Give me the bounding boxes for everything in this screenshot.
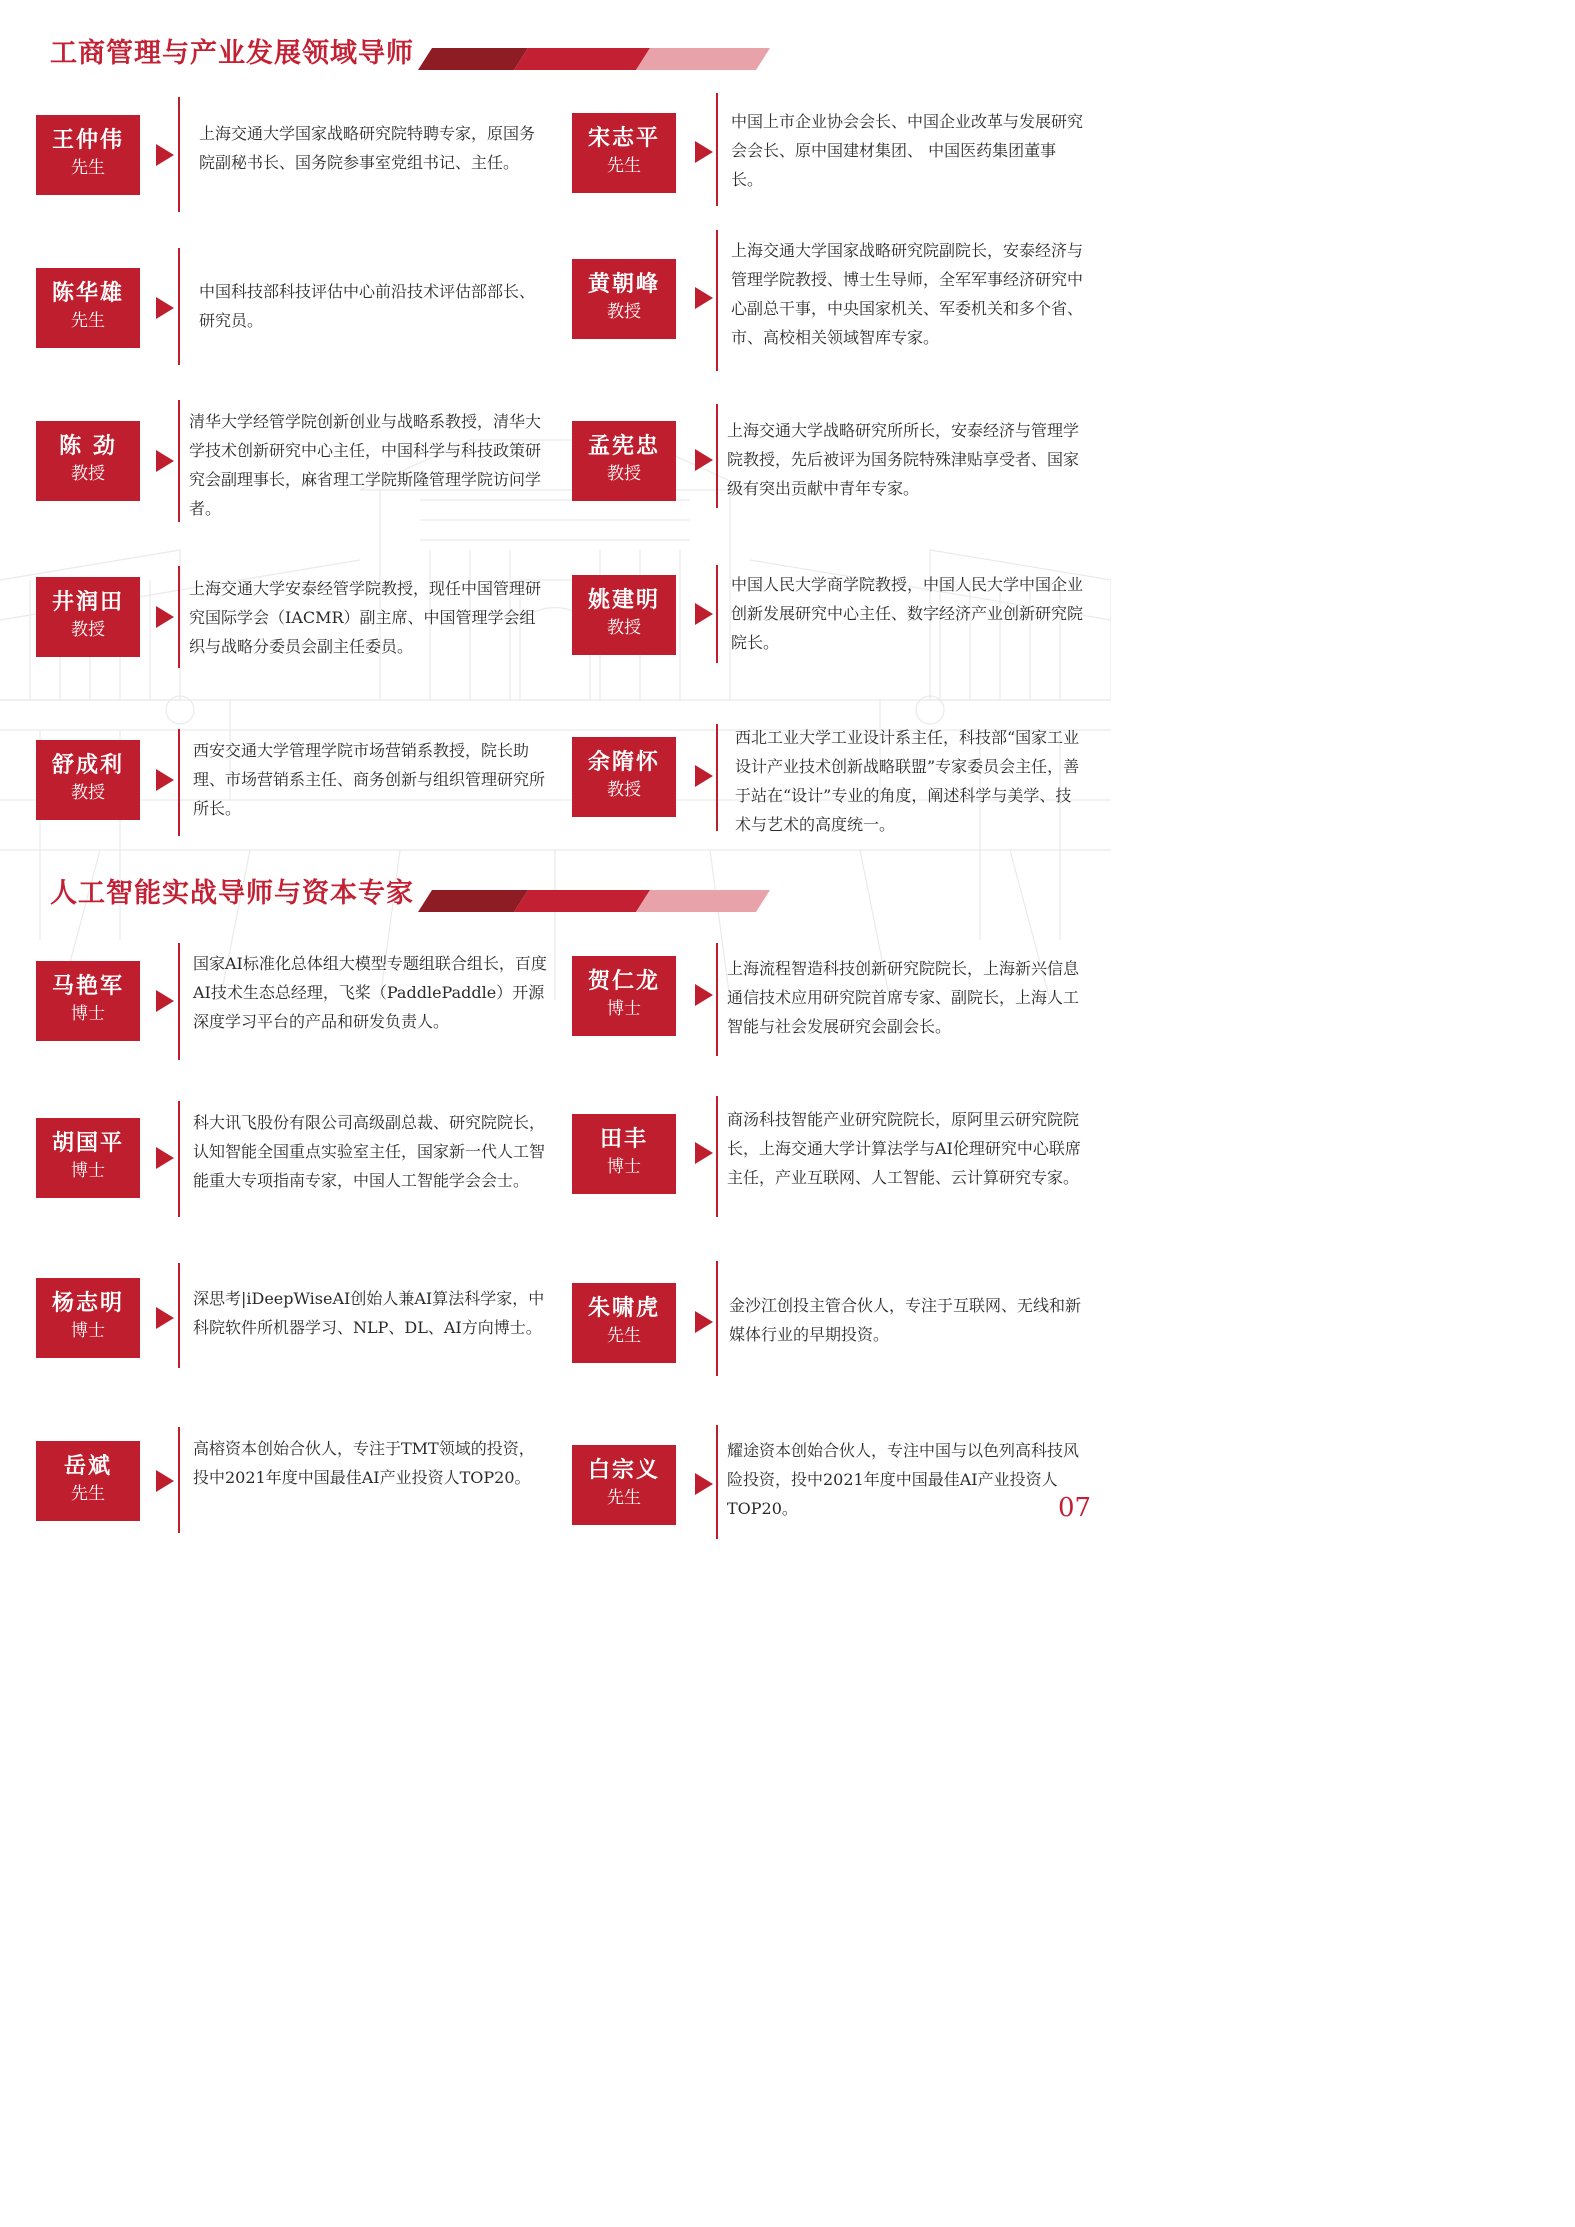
mentor-title: 教授 [71,464,105,484]
mentor-name: 马艳军 [51,973,124,999]
divider-line [178,566,180,668]
mentor-description: 中国上市企业协会会长、中国企业改革与发展研究会会长、原中国建材集团、 中国医药集团董事长。 [731,112,1084,189]
page-number: 07 [1058,1493,1092,1523]
pointer-arrow-icon [156,1470,174,1492]
name-badge [572,956,676,1036]
mentor-name: 宋志平 [587,125,660,151]
mentor-title: 博士 [71,1004,105,1024]
mentor-title: 教授 [607,618,641,638]
mentor-title: 博士 [71,1161,105,1181]
mentor-description: 上海交通大学国家战略研究院特聘专家，原国务院副秘书长、国务院参事室党组书记、主任。 [199,124,536,172]
mentor-description: 深思考|iDeepWiseAI创始人兼AI算法科学家，中科院软件所机器学习、NLP、DL、AI方向博士。 [193,1289,545,1337]
mentor-name: 余隋怀 [587,749,660,775]
mentor-description: 上海流程智造科技创新研究院院长，上海新兴信息通信技术应用研究院首席专家、副院长，上海人工智能与社会发展研究会副会长。 [727,959,1080,1036]
mentor-title: 教授 [607,302,641,322]
mentor-title: 博士 [71,1321,105,1341]
mentor-title: 教授 [607,780,641,800]
pointer-arrow-icon [156,606,174,628]
divider-line [716,724,718,831]
name-badge [36,577,140,657]
mentor-name: 黄朝峰 [587,271,660,297]
name-badge [36,115,140,195]
mentor-title: 先生 [71,311,105,331]
mentor-name: 姚建明 [587,587,660,613]
name-badge [572,575,676,655]
divider-line [178,97,180,212]
mentor-description: 上海交通大学国家战略研究院副院长，安泰经济与管理学院教授、博士生导师，全军军事经济研究中心副总干事，中央国家机关、军委机关和多个省、市、高校相关领域智库专家。 [731,241,1084,347]
mentor-title: 先生 [71,158,105,178]
divider-line [716,1096,718,1217]
mentor-description: 中国人民大学商学院教授，中国人民大学中国企业创新发展研究中心主任、数字经济产业创新研究院院长。 [731,575,1084,652]
mentor-name: 岳斌 [63,1453,112,1479]
name-badge [36,1118,140,1198]
mentor-title: 教授 [607,464,641,484]
name-badge [572,737,676,817]
pointer-arrow-icon [695,1473,713,1495]
divider-line [178,400,180,522]
mentor-title: 先生 [607,1326,641,1346]
mentor-name: 田丰 [599,1126,648,1152]
mentor-title: 先生 [607,1488,641,1508]
mentor-description: 商汤科技智能产业研究院院长，原阿里云研究院院长，上海交通大学计算法学与AI伦理研究中心联席主任，产业互联网、人工智能、云计算研究专家。 [727,1110,1081,1187]
divider-line [716,404,718,508]
name-badge [36,1441,140,1521]
divider-line [178,729,180,836]
name-badge [572,1114,676,1194]
divider-line [716,565,718,663]
section-title: 人工智能实战导师与资本专家 [50,878,414,909]
page [0,0,1111,1571]
divider-line [716,1425,718,1539]
pointer-arrow-icon [695,1311,713,1333]
pointer-arrow-icon [695,984,713,1006]
mentor-title: 先生 [71,1484,105,1504]
section-title: 工商管理与产业发展领域导师 [50,38,414,69]
mentor-description: 西北工业大学工业设计系主任，科技部“国家工业设计产业技术创新战略联盟”专家委员会主任，善于站在“设计”专业的角度，阐述科学与美学、技术与艺术的高度统一。 [735,728,1080,834]
divider-line [716,93,718,206]
pointer-arrow-icon [695,141,713,163]
pointer-arrow-icon [156,1147,174,1169]
pointer-arrow-icon [156,769,174,791]
divider-line [716,230,718,371]
divider-line [178,248,180,365]
pointer-arrow-icon [156,990,174,1012]
mentor-description: 中国科技部科技评估中心前沿技术评估部部长、研究员。 [199,282,536,330]
divider-line [178,943,180,1060]
mentor-title: 先生 [607,156,641,176]
mentor-description: 国家AI标准化总体组大模型专题组联合组长，百度AI技术生态总经理，飞桨（PaddlePaddle）开源深度学习平台的产品和研发负责人。 [193,954,547,1031]
mentor-description: 上海交通大学安泰经管学院教授，现任中国管理研究国际学会（IACMR）副主席、中国管理学会组织与战略分委员会副主任委员。 [189,579,542,656]
mentor-name: 井润田 [51,589,124,615]
name-badge [572,1283,676,1363]
divider-line [178,1101,180,1217]
mentor-title: 博士 [607,1157,641,1177]
pointer-arrow-icon [695,1142,713,1164]
name-badge [36,961,140,1041]
mentor-description: 科大讯飞股份有限公司高级副总裁、研究院院长，认知智能全国重点实验室主任，国家新一代人工智能重大专项指南专家，中国人工智能学会会士。 [193,1113,546,1190]
divider-line [716,1261,718,1376]
mentor-name: 王仲伟 [51,127,124,153]
name-badge [572,421,676,501]
title-decorative-bar [418,890,770,912]
mentor-description: 上海交通大学战略研究所所长，安泰经济与管理学院教授，先后被评为国务院特殊津贴享受者、国家级有突出贡献中青年专家。 [727,421,1080,498]
mentor-description: 金沙江创投主管合伙人，专注于互联网、无线和新媒体行业的早期投资。 [729,1296,1082,1344]
pointer-arrow-icon [695,287,713,309]
mentor-name: 舒成利 [51,752,124,778]
mentor-description: 高榕资本创始合伙人，专注于TMT领域的投资， 投中2021年度中国最佳AI产业投资人TOP20。 [193,1439,535,1487]
divider-line [716,943,718,1056]
mentor-name: 白宗义 [587,1457,660,1483]
pointer-arrow-icon [695,603,713,625]
divider-line [178,1263,180,1368]
mentor-description: 西安交通大学管理学院市场营销系教授，院长助理、市场营销系主任、商务创新与组织管理研究所所长。 [193,741,546,818]
mentor-title: 教授 [71,620,105,640]
mentor-name: 陈 劲 [59,433,117,459]
mentor-name: 杨志明 [51,1290,124,1316]
mentor-description: 清华大学经管学院创新创业与战略系教授，清华大学技术创新研究中心主任，中国科学与科技政策研究会副理事长，麻省理工学院斯隆管理学院访问学者。 [189,412,542,518]
mentor-name: 孟宪忠 [587,433,660,459]
pointer-arrow-icon [156,144,174,166]
divider-line [178,1427,180,1533]
name-badge [572,259,676,339]
name-badge [572,113,676,193]
mentor-name: 朱啸虎 [587,1295,660,1321]
name-badge [36,740,140,820]
name-badge [572,1445,676,1525]
pointer-arrow-icon [156,297,174,319]
mentor-title: 博士 [607,999,641,1019]
title-decorative-bar [418,48,770,70]
mentor-description: 耀途资本创始合伙人，专注中国与以色列高科技风险投资，投中2021年度中国最佳AI产业投资人TOP20。 [727,1441,1080,1518]
mentor-name: 陈华雄 [51,280,124,306]
pointer-arrow-icon [156,450,174,472]
mentor-title: 教授 [71,783,105,803]
pointer-arrow-icon [156,1307,174,1329]
name-badge [36,421,140,501]
name-badge [36,1278,140,1358]
mentor-name: 贺仁龙 [587,968,660,994]
pointer-arrow-icon [695,765,713,787]
mentor-name: 胡国平 [51,1130,124,1156]
name-badge [36,268,140,348]
pointer-arrow-icon [695,449,713,471]
